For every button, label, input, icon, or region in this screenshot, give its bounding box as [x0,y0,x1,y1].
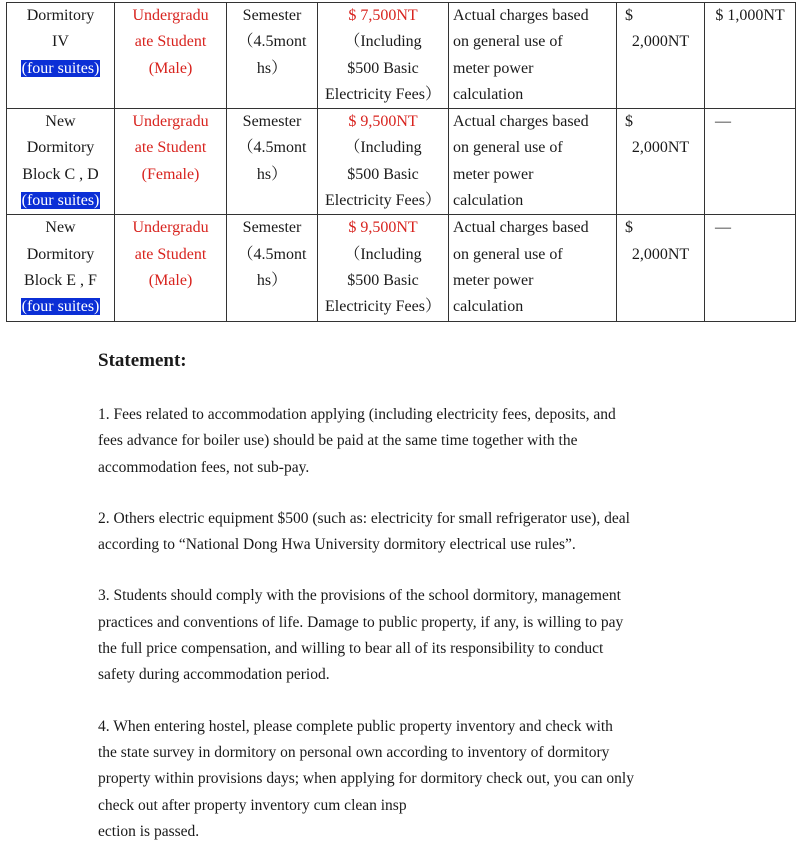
period-line: Semester [242,219,302,237]
statement-line: property within provisions days; when applying for dormitory check out, you can only [98,770,634,788]
extra-fee-line: — [715,113,731,131]
fee-line: （Including [344,245,422,263]
statement-line: 3. Students should comply with the provisions of the school dormitory, management [98,587,621,605]
deposit-cell [617,215,705,321]
charges-line: calculation [453,192,524,210]
charges-line: meter power [453,271,534,289]
extra-fee-cell [705,215,796,321]
fee-line: （Including [344,139,422,157]
extra-fee-cell [705,3,796,109]
target-line: (Male) [148,59,193,77]
fee-amount: $ 7,500NT [348,7,418,24]
dormitory-line: Dormitory [26,245,95,263]
target-line: Undergradu [132,219,209,237]
suite-type-highlight: (four suites) [21,59,100,77]
statement-line: the state survey in dormitory on personal own according to inventory of dormitory [98,743,610,761]
period-cell [227,215,318,321]
statement-line: according to “National Dong Hwa University dormitory electrical use rules”. [98,536,576,554]
dormitory-line: New [45,113,76,131]
statement-item-4 [98,714,738,845]
charges-cell [449,109,617,215]
dormitory-line: New [45,219,76,237]
statement-line: 2. Others electric equipment $500 (such as: electricity for small refrigerator use), deal [98,509,630,527]
charges-line: meter power [453,165,534,183]
dormitory-line: Dormitory [26,139,95,157]
fee-cell [318,3,449,109]
fee-cell [318,109,449,215]
period-line: hs） [256,59,288,77]
period-line: hs） [256,165,288,183]
statement-line: 1. Fees related to accommodation applying (including electricity fees, deposits, and [98,406,616,423]
target-line: (Male) [148,271,193,289]
dormitory-cell [7,3,115,109]
statement-line: accommodation fees, not sub-pay. [98,458,310,476]
extra-fee-line: — [715,219,731,237]
extra-fee-cell [705,109,796,215]
fee-line: $500 Basic [347,165,419,183]
dormitory-line: Block E , F [24,271,97,289]
period-cell [227,3,318,109]
target-line: Undergradu [132,7,209,24]
charges-line: Actual charges based [453,113,589,131]
dormitory-cell [7,109,115,215]
statement-section [98,346,738,845]
statement-line: the full price compensation, and willing to bear all of its responsibility to conduct [98,640,604,658]
statement-item-3 [98,583,738,688]
deposit-cell [617,109,705,215]
table-row [7,109,796,215]
dormitory-line: Dormitory [26,7,95,24]
target-line: (Female) [141,165,200,183]
charges-line: on general use of [453,33,563,51]
fee-amount: $ 9,500NT [348,219,418,237]
period-line: （4.5mont [237,33,307,51]
statement-item-1 [98,402,738,481]
target-cell [115,3,227,109]
charges-cell [449,3,617,109]
charges-line: Actual charges based [453,7,589,24]
statement-line: fees advance for boiler use) should be paid at the same time together with the [98,432,578,450]
charges-line: Actual charges based [453,219,589,237]
charges-line: calculation [453,298,524,316]
target-cell [115,109,227,215]
statement-heading: Statement: [98,350,187,371]
deposit-line: $ [625,7,633,24]
dormitory-fee-table [6,2,796,322]
fee-line: Electricity Fees） [325,298,441,316]
deposit-line: 2,000NT [631,245,690,263]
deposit-line: 2,000NT [631,33,690,51]
period-line: Semester [242,113,302,131]
suite-type-highlight: (four suites) [21,298,100,316]
target-line: ate Student [134,245,207,263]
deposit-line: $ [625,219,633,237]
statement-line: practices and conventions of life. Damage to public property, if any, is willing to pay [98,613,624,631]
deposit-line: 2,000NT [631,139,690,157]
period-line: Semester [242,7,302,24]
target-line: ate Student [134,139,207,157]
statement-line: ection is passed. [98,822,200,840]
charges-line: meter power [453,59,534,77]
fee-line: （Including [344,33,422,51]
deposit-cell [617,3,705,109]
dormitory-line: IV [52,33,69,51]
suite-type-highlight: (four suites) [21,192,100,210]
charges-cell [449,215,617,321]
fee-line: Electricity Fees） [325,85,441,103]
fee-line: $500 Basic [347,59,419,77]
period-line: hs） [256,271,288,289]
dormitory-line: Block C , D [22,165,99,183]
statement-line: safety during accommodation period. [98,666,330,684]
period-line: （4.5mont [237,245,307,263]
period-cell [227,109,318,215]
extra-fee-line: $ 1,000NT [715,7,785,24]
target-line: Undergradu [132,113,209,131]
statement-line: 4. When entering hostel, please complete public property inventory and check with [98,717,613,735]
statement-line: check out after property inventory cum clean insp [98,796,407,814]
target-line: ate Student [134,33,207,51]
table-row [7,215,796,321]
deposit-line: $ [625,113,633,131]
charges-line: calculation [453,85,524,103]
period-line: （4.5mont [237,139,307,157]
fee-cell [318,215,449,321]
statement-item-2 [98,506,738,559]
fee-line: $500 Basic [347,271,419,289]
charges-line: on general use of [453,139,563,157]
fee-line: Electricity Fees） [325,192,441,210]
target-cell [115,215,227,321]
fee-amount: $ 9,500NT [348,113,418,131]
dormitory-cell [7,215,115,321]
table-row [7,3,796,109]
charges-line: on general use of [453,245,563,263]
